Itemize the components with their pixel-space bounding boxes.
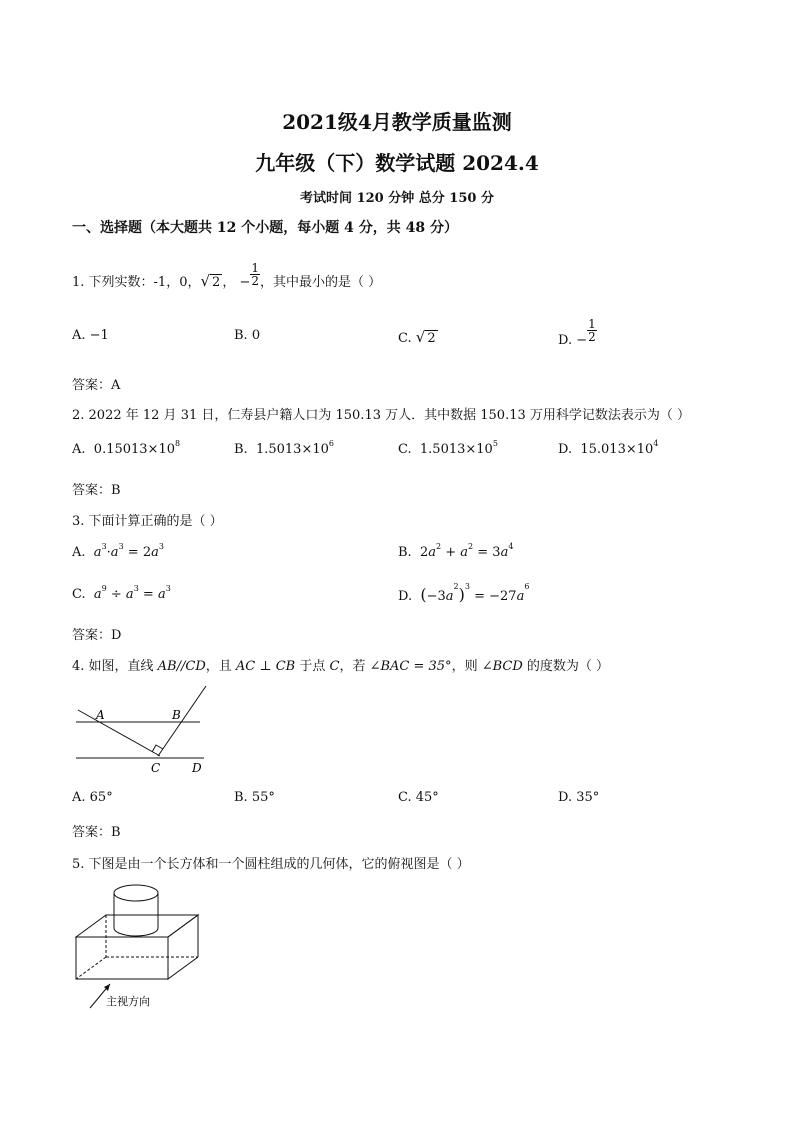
q4-option-b[interactable]: B. 55° — [234, 790, 275, 805]
q4-option-c[interactable]: C. 45° — [398, 790, 439, 805]
q3-option-d[interactable]: D. $(-3a^2)^3 = -27a^6$ — [398, 582, 530, 604]
q4-answer: 答案：B — [72, 825, 121, 840]
q1-option-c[interactable]: C. √ 2 — [398, 328, 436, 346]
exam-subtitle: 九年级（下）数学试题 2024.4 — [255, 151, 539, 175]
view-direction-label: 主视方向 — [106, 995, 150, 1008]
box-top-face — [76, 915, 198, 937]
section-heading: 一、选择题（本大题共 12 个小题，每小题 4 分，共 48 分） — [72, 220, 458, 236]
q4-figure — [70, 680, 220, 780]
q3-option-b[interactable]: B. $2a^2 + a^2 = 3a^4$ — [398, 542, 514, 560]
q2-option-a[interactable]: A. $0.15013\times 10^8$ — [72, 439, 181, 457]
question-2-stem: 2. 2022 年 12 月 31 日，仁寿县户籍人口为 150.13 万人．其中数据 150.13 万用科学记数法表示为（ ） — [72, 408, 691, 423]
label-a: A — [96, 708, 105, 722]
q2-option-b[interactable]: B. $1.5013\times 10^6$ — [234, 439, 334, 457]
q1-answer: 答案：A — [72, 378, 121, 393]
sqrt-symbol: √ 2 — [415, 328, 436, 346]
exam-meta: 考试时间 120 分钟 总分 150 分 — [300, 191, 494, 206]
question-3-stem: 3. 下面计算正确的是（ ） — [72, 514, 223, 529]
exam-title: 2021级4月教学质量监测 — [282, 110, 512, 134]
hidden-edge — [76, 957, 106, 979]
q4-option-d[interactable]: D. 35° — [558, 790, 600, 805]
fraction: $\frac{1}{2}$ — [251, 261, 260, 288]
q2-option-d[interactable]: D. $15.013\times 10^4$ — [558, 439, 659, 457]
question-5-stem: 5. 下图是由一个长方体和一个圆柱组成的几何体，它的俯视图是（ ） — [72, 857, 470, 872]
question-4-stem: 4. 如图，直线 AB//CD，且 AC ⊥ CB 于点 C，若 ∠BAC = 35°，则 ∠BCD 的度数为（ ） — [72, 659, 610, 674]
segment-cb — [158, 686, 206, 756]
sqrt-symbol: √ 2 — [200, 272, 221, 290]
q1-option-a[interactable]: A. −1 — [72, 328, 109, 343]
fraction: $\frac{1}{2}$ — [588, 317, 596, 344]
box-front-face — [76, 937, 168, 979]
label-d: D — [192, 761, 202, 775]
label-c: C — [151, 761, 161, 775]
label-b: B — [172, 708, 181, 722]
q5-figure — [70, 880, 210, 1015]
q3-option-c[interactable]: C. $a^9 \div a^3 = a^3$ — [72, 584, 171, 602]
q3-answer: 答案：D — [72, 628, 122, 643]
q4-option-a[interactable]: A. 65° — [72, 790, 113, 805]
q2-answer: 答案：B — [72, 483, 121, 498]
q2-option-c[interactable]: C. $1.5013\times 10^5$ — [398, 439, 498, 457]
cylinder-bottom — [114, 928, 158, 936]
question-1-stem: 1. 下列实数：-1，0，√ 2 ， − $\frac{1}{2}$ ，其中最小的是（ ） — [72, 261, 382, 290]
q3-option-a[interactable]: A. $a^3\cdot a^3 = 2a^3$ — [72, 542, 164, 560]
q1-option-d[interactable]: D. − $\frac{1}{2}$ — [558, 317, 596, 348]
q1-option-b[interactable]: B. 0 — [234, 328, 261, 343]
cylinder-top — [114, 885, 158, 901]
segment-ac — [78, 710, 160, 756]
box-right-face — [168, 915, 198, 979]
